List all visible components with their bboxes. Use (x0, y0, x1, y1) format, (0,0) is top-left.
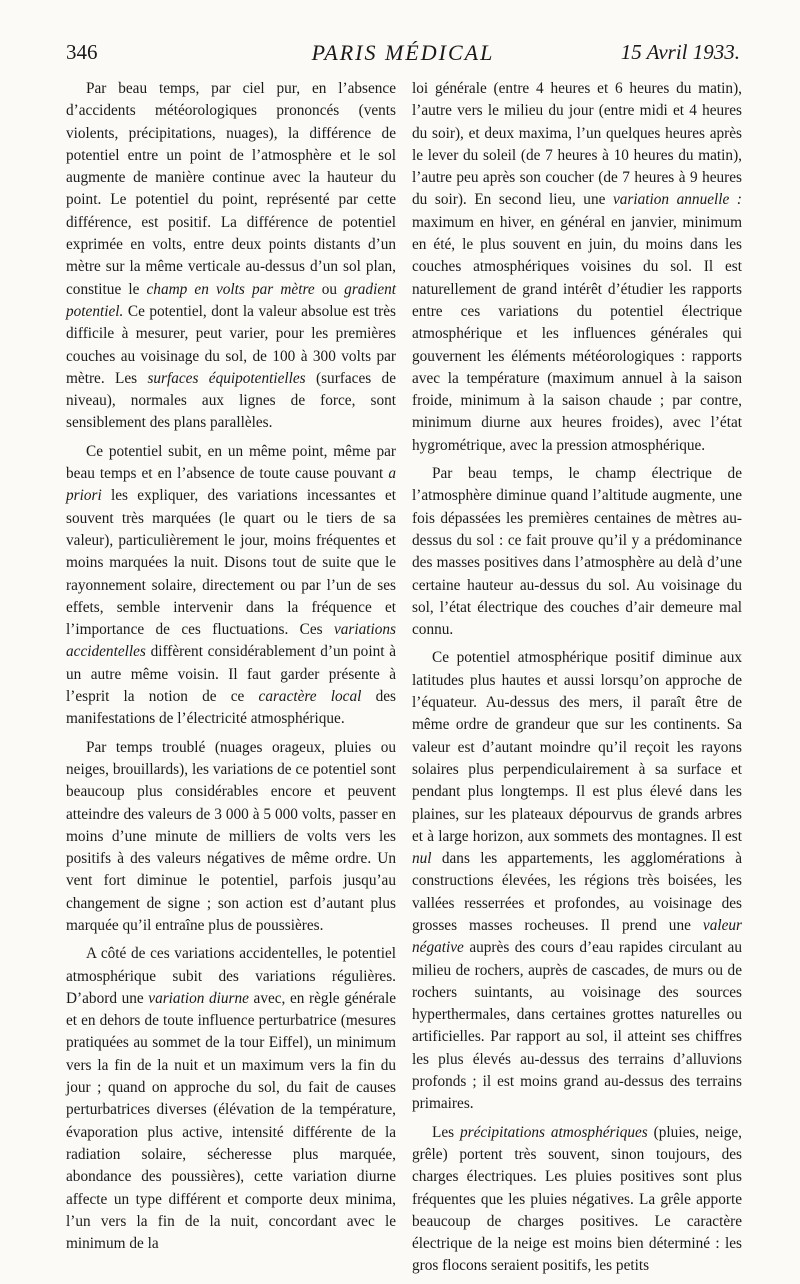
text-run: Ce potentiel, dont la valeur absolue est très difficile à mesurer, peut varier, pour les premières couches au voisinage du sol, de 100 à 300 volts par mètre. Les (66, 302, 396, 387)
paragraph (412, 463, 742, 641)
paragraph (66, 78, 396, 435)
italic-term: variations accidentelles (66, 621, 396, 661)
paragraph (66, 737, 396, 938)
text-run: dans les appartements, les agglomérations à constructions élevées, les régions très boisées, les vallées resserrées et profondes, au voisinage des grosses masses rocheuses. Il prend une (412, 850, 742, 934)
italic-term: variation annuelle : (612, 191, 742, 209)
text-run: les expliquer, des variations incessantes et souvent très marquées (le quart ou le tiers de sa valeur), particulièrement le jour, moins fréquentes et moins marquées la nuit. Disons tout de suite que le rayonnement solaire, directement ou par l’un de ses effets, semble intervenir dans la fréquence et l’importance de ces fluctuations. Ces (66, 487, 396, 639)
italic-term: surfaces équipotentielles (147, 369, 306, 387)
text-run: auprès des cours d’eau rapides circulant au milieu de rochers, auprès de cascades, de murs ou de rochers suintants, au voisinage des sources hyperthermales, dans certaines grottes naturelles ou artificielles. Par rapport au sol, il atteint ses chiffres les plus élevés au-dessus des terrains d’alluvions profonds ; il est moins grand au-dessus des terrains primaires. (412, 939, 742, 1113)
text-run: Par beau temps, le champ électrique de l’atmosphère diminue quand l’altitude augmente, une fois dépassées les premières centaines de mètres au-dessus du sol : ce fait prouve qu’il y a prédominance des masses positives dans l’atmosphère au delà d’une certaine hauteur au-dessus du sol. Au voisinage du sol, l’état électrique des couches d’air demeure mal connu. (412, 465, 742, 639)
text-run: (surfaces de niveau), normales aux lignes de force, sont sensiblement des plans parallèles. (66, 369, 396, 432)
paragraph (412, 1122, 742, 1278)
paragraph (66, 441, 396, 731)
italic-term: précipitations atmosphériques (460, 1123, 648, 1141)
paragraph (412, 78, 742, 457)
text-run: diffèrent considérablement d’un point à un autre même voisin. Il faut garder présente à l’esprit la notion de ce (66, 643, 396, 706)
page-number: 346 (66, 40, 98, 64)
italic-term: gradient potentiel. (66, 280, 397, 320)
journal-title: PARIS MÉDICAL (311, 40, 495, 65)
text-run: des manifestations de l’électricité atmosphérique. (66, 688, 396, 728)
paragraph (66, 943, 396, 1255)
italic-term: variation diurne (148, 989, 249, 1007)
text-run: ou (314, 280, 345, 298)
left-column (66, 78, 396, 1261)
issue-date: 15 Avril 1933. (620, 40, 740, 64)
italic-term: a priori (66, 465, 396, 505)
italic-term: nul (412, 850, 432, 868)
text-run: A côté de ces variations accidentelles, le potentiel atmosphérique subit des variations régulières. D’abord une (66, 945, 396, 1007)
italic-term: champ en volts par mètre (146, 280, 315, 298)
paragraph (412, 647, 742, 1115)
text-run: avec, en règle générale et en dehors de toute influence perturbatrice (mesures pratiquées au sommet de la tour Eiffel), un minimum vers la fin de la nuit et un maximum vers la fin du jour ; quand on approche du sol, du fait de causes perturbatrices diverses (élévation de la température, évaporation plus active, intensité différente de la radiation solaire, sécheresse plus marquée, abondance des poussières), cette variation diurne affecte un type différent et comporte deux minima, l’un vers la fin de la nuit, concordant avec le minimum de la (66, 989, 396, 1253)
right-column (412, 78, 742, 1284)
italic-term: caractère local (258, 688, 362, 706)
text-run: Par temps troublé (nuages orageux, pluies ou neiges, brouillards), les variations de ce potentiel sont beaucoup plus considérables encore et peuvent atteindre des valeurs de 3 000 à 5 000 volts, passer en moins d’une minute de milliers de volts vers les positifs à des valeurs négatives de même ordre. Un vent fort diminue le potentiel, parfois jusqu’au changement de signe ; son action est d’autant plus marquée qu’il entraîne plus de poussières. (66, 738, 396, 934)
text-run: maximum en hiver, en général en janvier, minimum en été, le plus souvent en juin, du moins dans les couches atmosphériques voisines du sol. Il est naturellement de grand intérêt d’étudier les rapports entre ces variations du potentiel électrique atmosphérique et les influences générales qui gouvernent les éléments météorologiques : rapports avec la température (maximum annuel à la saison froide, minimum à la saison chaude ; par contre, minimum diurne aux heures froides), avec l’état hygrométrique, avec la pression atmosphérique. (412, 213, 742, 454)
text-run: loi générale (entre 4 heures et 6 heures du matin), l’autre vers le milieu du jour (entre midi et 4 heures du soir), et deux maxima, l’un quelques heures après le lever du soleil (de 7 heures à 10 heures du matin), l’autre peu après son coucher (de 7 heures à 9 heures du soir). En second lieu, une (412, 80, 742, 209)
text-run: Ce potentiel atmosphérique positif diminue aux latitudes plus hautes et aussi lorsqu’on approche de l’équateur. Au-dessus des mers, il paraît être de même ordre de grandeur que sur les continents. Sa valeur est d’autant moindre qu’il reçoit les rayons solaires plus perpendiculairement à sa surface et pendant plus longtemps. Il est plus élevé dans les plaines, sur les plateaux dépourvus de grands arbres et à large horizon, aux sommets des montagnes. Il est (412, 649, 742, 845)
text-run: Ce potentiel subit, en un même point, même par beau temps et en l’absence de toute cause pouvant (66, 442, 396, 483)
page-header (66, 40, 740, 72)
text-run: (pluies, neige, grêle) portent très souvent, sinon toujours, des charges électriques. Les pluies positives sont plus fréquentes que les pluies négatives. La grêle apporte beaucoup de charges positives. Le caractère électrique de la neige est moins bien déterminé : les gros flocons seraient positifs, les petits (412, 1123, 742, 1275)
italic-term: valeur négative (412, 916, 742, 957)
text-run: Par beau temps, par ciel pur, en l’absence d’accidents météorologiques prononcés (vents violents, précipitations, nuages), la différence de potentiel entre un point de l’atmosphère et le sol augmente de manière continue avec la hauteur du point. Le potentiel du point, représenté par cette différence, est positif. La différence de potentiel exprimée en volts, entre deux points distants d’un mètre sur la même verticale au-dessus d’un sol plan, constitue le (66, 80, 396, 298)
text-run: Les (432, 1123, 460, 1141)
